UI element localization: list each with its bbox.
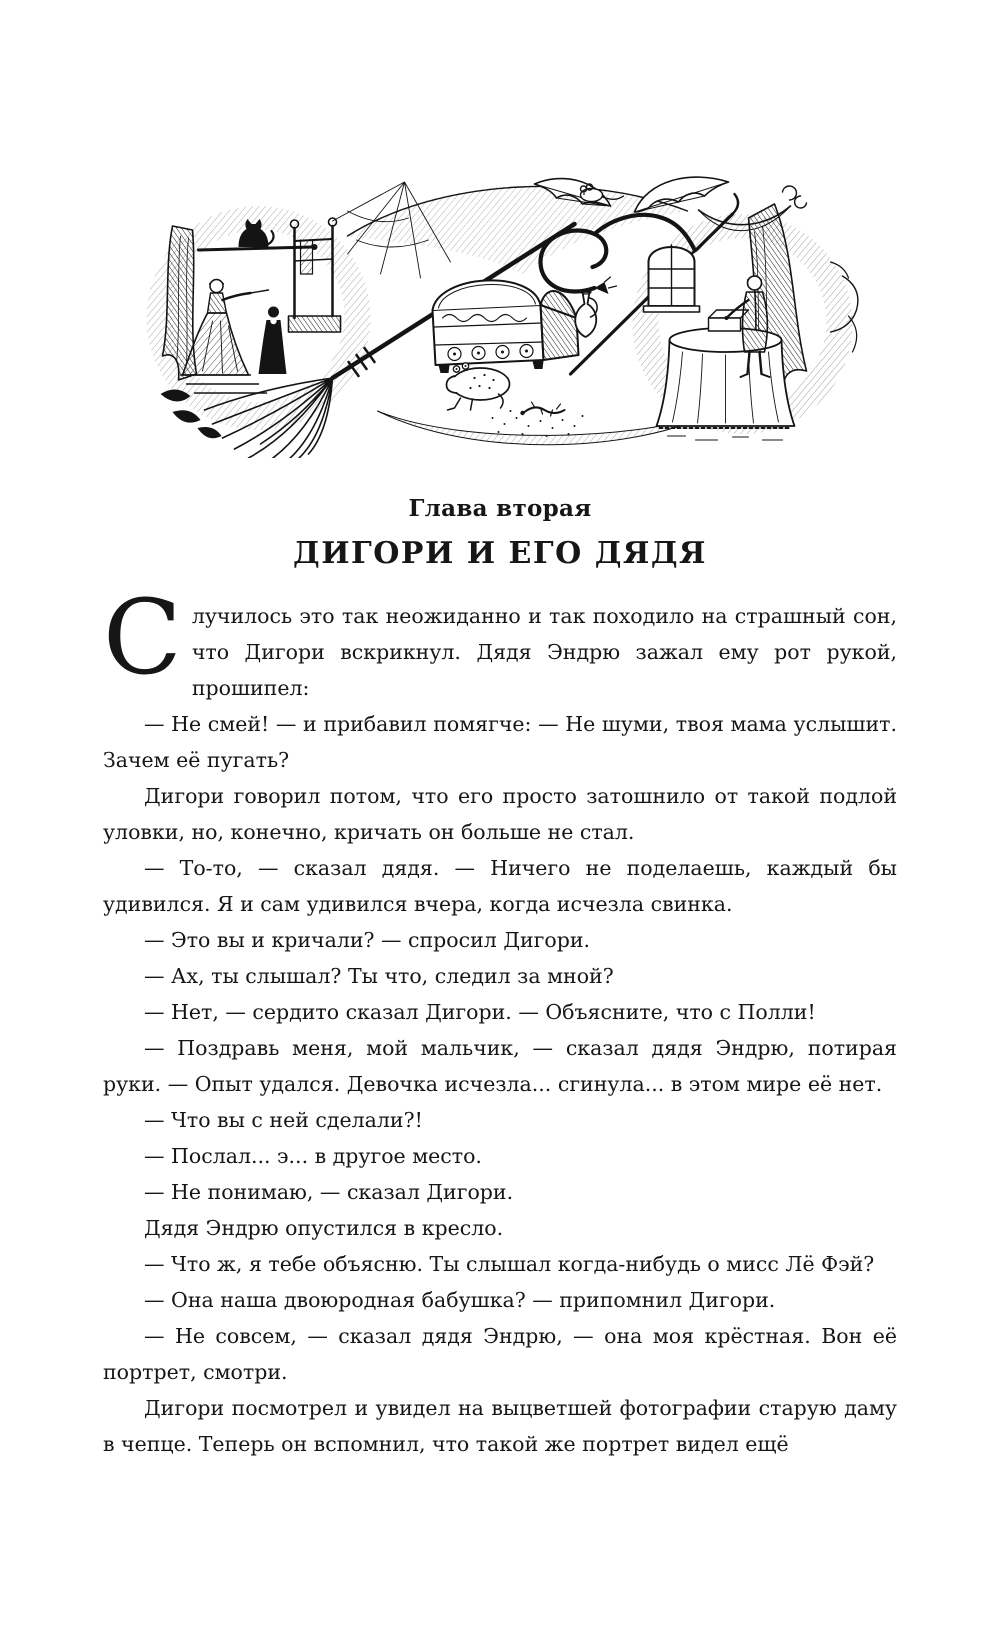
lizard-icon [520,402,564,416]
paragraph [103,706,897,778]
scroll-ornament-icon [783,186,807,208]
chapter-heading [0,496,1000,571]
paragraph [103,1138,897,1174]
chapter-title: ДИГОРИ И ЕГО ДЯДЯ [293,536,707,571]
toad-icon [447,363,510,410]
paragraph [103,922,897,958]
right-vignette [633,186,858,440]
carved-chest-icon [433,280,579,373]
chapter-label: Глава вторая [408,495,592,522]
paragraph-text: лучилось это так неожиданно и так походило на страшный сон, что Дигори вскрикнул. Дядя Эндрю зажал ему рот рукой, прошипел: [191,604,897,700]
paragraph [103,850,897,922]
paragraph-text: Дигори говорил потом, что его просто затошнило от такой подлой уловки, но, конечно, кричать он больше не стал. [103,784,897,844]
paragraph-text: Дигори посмотрел и увидел на выцветшей фотографии старую даму в чепце. Теперь он вспомнил, что такой же портрет видел ещё [103,1396,897,1456]
paragraph-text: — Она наша двоюродная бабушка? — припомнил Дигори. [144,1288,776,1312]
paragraph [103,1390,897,1462]
paragraph-text: — Нет, — сердито сказал Дигори. — Объясните, что с Полли! [144,1000,816,1024]
paragraph-text: — Что вы с ней сделали?! [144,1108,423,1132]
paragraph [103,1246,897,1282]
paragraph [103,1318,897,1390]
paragraph-text: Дядя Эндрю опустился в кресло. [144,1216,504,1240]
left-vignette [147,206,371,438]
paragraph [103,1102,897,1138]
round-table-icon [657,328,795,428]
paragraph-text: — Поздравь меня, мой мальчик, — сказал дядя Эндрю, потирая руки. — Опыт удался. Девочка исчезла... сгинула... в этом мире её нет. [103,1036,897,1096]
window-icon [644,245,700,312]
paragraph [103,578,897,706]
drop-cap: С [103,578,182,698]
paragraph-text: — Не совсем, — сказал дядя Эндрю, — она моя крёстная. Вон её портрет, смотри. [103,1324,897,1384]
paragraph-text: — Что ж, я тебе объясню. Ты слышал когда-нибудь о мисс Лё Фэй? [144,1252,875,1276]
paragraph-text: — Это вы и кричали? — спросил Дигори. [144,928,591,952]
paragraph-text: — То-то, — сказал дядя. — Ничего не поделаешь, каждый бы удивился. Я и сам удивился вчера, когда исчезла свинка. [103,856,897,916]
speckles [492,410,584,437]
jug-icon [575,290,597,337]
paragraph-text: — Послал... э... в другое место. [144,1144,482,1168]
paragraph [103,778,897,850]
pole-hook [733,194,739,214]
paragraph-text: — Не понимаю, — сказал Дигори. [144,1180,514,1204]
paragraph [103,1174,897,1210]
paragraph-text: — Ах, ты слышал? Ты что, следил за мной? [144,964,614,988]
paragraph [103,994,897,1030]
paragraph [103,958,897,994]
chapter-illustration [141,166,859,458]
body-text [103,578,897,1462]
paragraph [103,1282,897,1318]
paragraph-text: — Не смей! — и прибавил помягче: — Не шуми, твоя мама услышит. Зачем её пугать? [103,712,897,772]
paragraph [103,1030,897,1102]
paragraph [103,1210,897,1246]
floor-hatching [668,436,783,440]
vignette-svg [141,166,859,458]
book-page [0,166,1000,1633]
